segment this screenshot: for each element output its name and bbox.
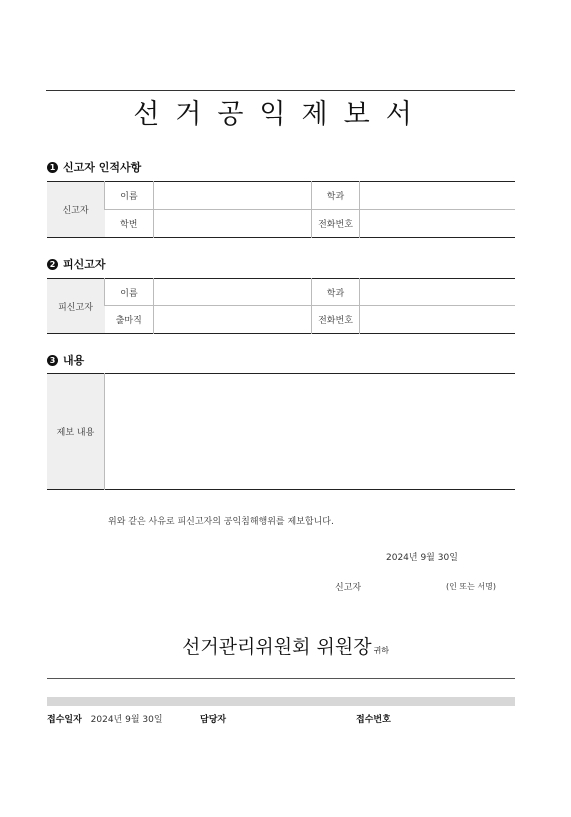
accused-phone-label: 전화번호: [312, 306, 360, 334]
section-2-number: 2: [47, 259, 58, 270]
reporter-name-label: 이름: [105, 182, 154, 210]
accused-position-field[interactable]: [154, 306, 312, 334]
reporter-table: [47, 181, 515, 238]
footer-bar: [47, 697, 515, 706]
reporter-sign-label: 신고자: [335, 583, 362, 593]
accused-phone-field[interactable]: [360, 306, 516, 334]
recipient-suffix: 귀하: [373, 646, 390, 655]
accused-dept-field[interactable]: [360, 279, 516, 306]
received-date-value: 2024년 9월 30일: [90, 715, 163, 725]
accused-name-field[interactable]: [154, 279, 312, 306]
accused-name-label: 이름: [105, 279, 154, 306]
section-3-number: 3: [47, 355, 58, 366]
section-3-title: 내용: [63, 354, 85, 367]
section-3-heading: [47, 352, 84, 368]
receipt-number-group: [356, 712, 391, 725]
footer-rule: [47, 678, 515, 679]
section-1-title: 신고자 인적사항: [63, 161, 142, 174]
section-1-number: 1: [47, 162, 58, 173]
content-field[interactable]: [105, 374, 516, 490]
reporter-phone-label: 전화번호: [312, 210, 360, 238]
statement-text: 위와 같은 사유로 피신고자의 공익침해행위를 제보합니다.: [108, 517, 334, 527]
reporter-id-field[interactable]: [154, 210, 312, 238]
section-2-title: 피신고자: [63, 258, 106, 271]
receipt-number-label: 접수번호: [356, 715, 391, 725]
page-title: 선거공익제보서: [133, 99, 428, 130]
date-text: 2024년 9월 30일: [386, 553, 458, 563]
recipient-title: 선거관리위원회 위원장: [181, 636, 372, 658]
content-head-label: 제보 내용: [47, 374, 105, 490]
received-date-group: [47, 712, 163, 725]
section-2-heading: [47, 256, 106, 272]
reporter-head-label: 신고자: [47, 182, 105, 238]
reporter-dept-label: 학과: [312, 182, 360, 210]
recipient-line: [0, 632, 571, 659]
seal-note: (인 또는 서명): [446, 582, 496, 591]
accused-table: [47, 278, 515, 334]
reporter-name-field[interactable]: [154, 182, 312, 210]
accused-head-label: 피신고자: [47, 279, 105, 334]
officer-group: [200, 712, 226, 725]
top-rule: [46, 90, 515, 91]
content-table: [47, 373, 515, 490]
reporter-dept-field[interactable]: [360, 182, 516, 210]
accused-dept-label: 학과: [312, 279, 360, 306]
section-1-heading: [47, 159, 141, 175]
accused-position-label: 출마직: [115, 316, 142, 326]
received-date-label: 접수일자: [47, 715, 82, 725]
reporter-phone-field[interactable]: [360, 210, 516, 238]
officer-label: 담당자: [200, 715, 227, 725]
reporter-id-label: 학번: [120, 220, 138, 230]
